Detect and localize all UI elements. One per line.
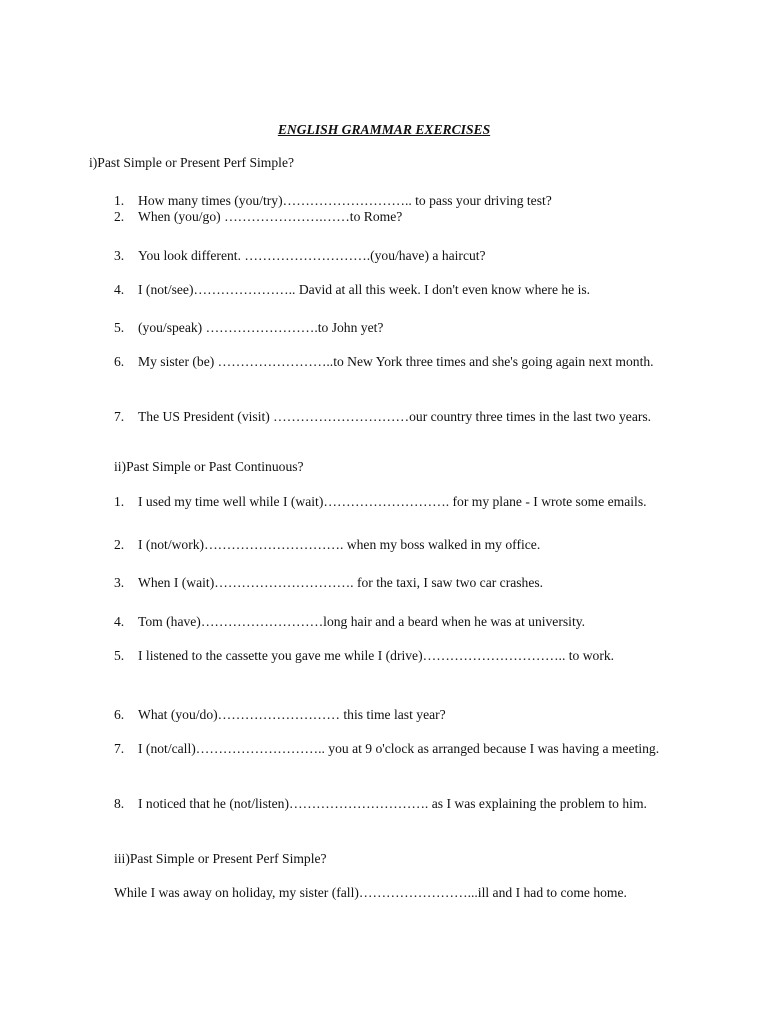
item-text: I (not/call)……………………….. you at 9 o'clock as arranged because I was having a meeting. xyxy=(138,741,660,756)
item-number: 4. xyxy=(114,282,125,297)
exercise-item xyxy=(114,738,684,759)
section-heading-2: ii)Past Simple or Past Continuous? xyxy=(114,459,304,474)
item-text: I (not/work)…………………………. when my boss walked in my office. xyxy=(138,537,541,552)
item-number: 5. xyxy=(114,320,125,335)
exercise-item xyxy=(114,491,684,512)
item-number: 6. xyxy=(114,707,125,722)
exercise-item xyxy=(114,793,684,814)
item-number: 1. xyxy=(114,193,125,208)
item-number: 2. xyxy=(114,537,125,552)
item-number: 1. xyxy=(114,494,125,509)
item-number: 3. xyxy=(114,248,125,263)
item-text: (you/speak) …………………….to John yet? xyxy=(138,320,384,335)
exercise-item xyxy=(114,206,684,227)
item-text: I noticed that he (not/listen)…………………………. as I was explaining the problem to him. xyxy=(138,796,647,811)
item-text: Tom (have)………………………long hair and a beard when he was at university. xyxy=(138,614,586,629)
item-number: 8. xyxy=(114,796,125,811)
item-text: What (you/do)……………………… this time last year? xyxy=(138,707,446,722)
item-text: You look different. ……………………….(you/have) a haircut? xyxy=(138,248,486,263)
item-text: I used my time well while I (wait)………………………. for my plane - I wrote some emails. xyxy=(138,494,647,509)
exercise-paragraph: While I was away on holiday, my sister (fall)……………………...ill and I had to come home. xyxy=(114,885,627,900)
exercise-item xyxy=(114,611,684,632)
section-heading-1: i)Past Simple or Present Perf Simple? xyxy=(89,155,295,170)
item-text: The US President (visit) …………………………our country three times in the last two years. xyxy=(138,409,652,424)
exercise-item xyxy=(114,704,684,725)
item-text: When (you/go) ………………….……to Rome? xyxy=(138,209,403,224)
item-text: I listened to the cassette you gave me while I (drive)………………………….. to work. xyxy=(138,648,615,663)
document-title: ENGLISH GRAMMAR EXERCISES xyxy=(277,122,491,137)
section-heading-3: iii)Past Simple or Present Perf Simple? xyxy=(114,851,327,866)
exercise-item xyxy=(114,351,684,372)
item-number: 5. xyxy=(114,648,125,663)
exercise-item xyxy=(114,279,684,300)
item-number: 7. xyxy=(114,409,125,424)
item-number: 3. xyxy=(114,575,125,590)
item-number: 6. xyxy=(114,354,125,369)
item-text: When I (wait)…………………………. for the taxi, I saw two car crashes. xyxy=(138,575,544,590)
exercise-item xyxy=(114,572,684,593)
exercise-item xyxy=(114,406,684,427)
item-text: My sister (be) ……………………..to New York three times and she's going again next month. xyxy=(138,354,654,369)
item-text: How many times (you/try)……………………….. to pass your driving test? xyxy=(138,193,552,208)
exercise-item xyxy=(114,645,684,666)
exercise-item xyxy=(114,534,684,555)
item-number: 2. xyxy=(114,209,125,224)
exercise-item xyxy=(114,317,684,338)
item-number: 4. xyxy=(114,614,125,629)
exercise-item xyxy=(114,245,684,266)
item-number: 7. xyxy=(114,741,125,756)
item-text: I (not/see)………………….. David at all this week. I don't even know where he is. xyxy=(138,282,591,297)
